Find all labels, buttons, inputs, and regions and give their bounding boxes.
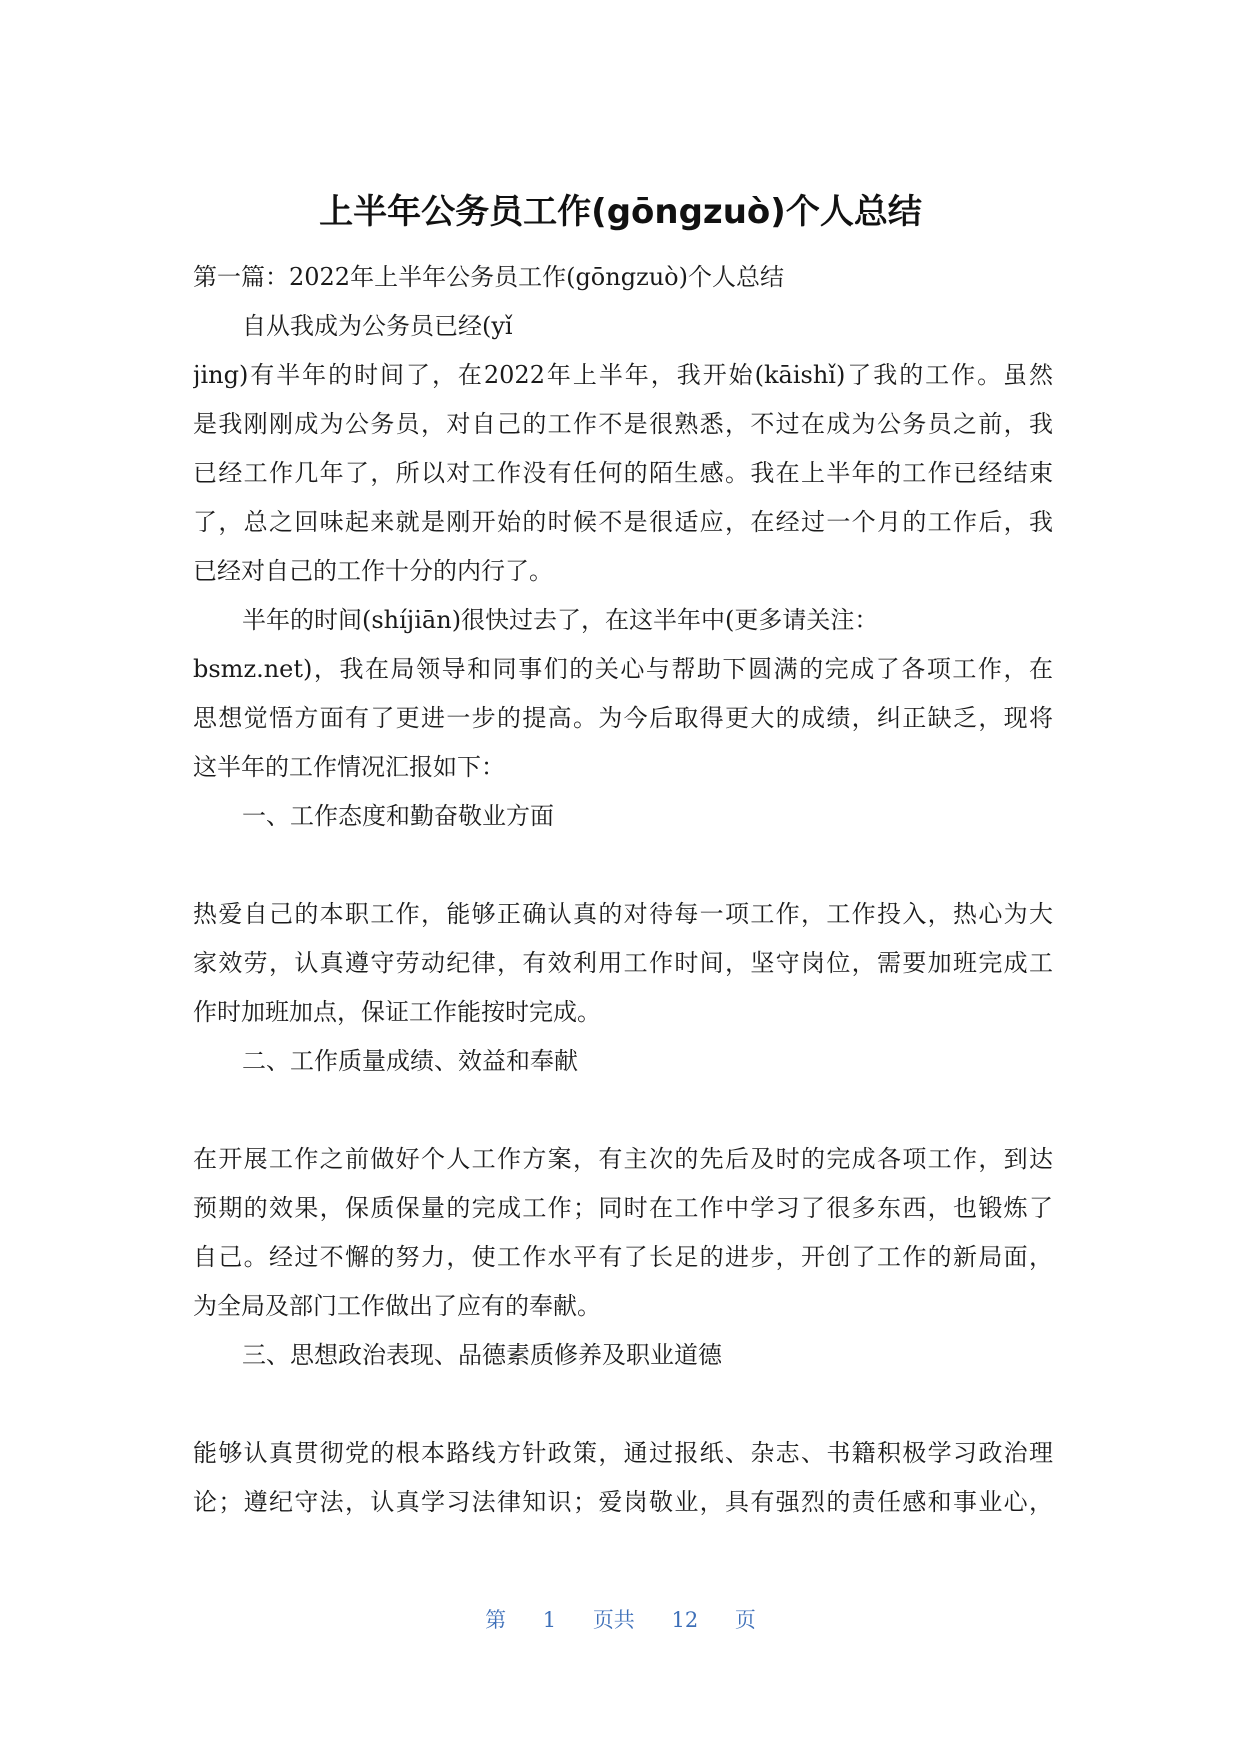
section-heading: 三、思想政治表现、品德素质修养及职业道德 (242, 1341, 722, 1369)
paragraph-line: 作时加班加点，保证工作能按时完成。 (193, 998, 601, 1026)
paragraph-line: 思想觉悟方面有了更进一步的提高。为今后取得更大的成绩，纠正缺乏，现将 (193, 704, 1053, 732)
footer-middle: 页共 (592, 1608, 635, 1632)
paragraph-line: 论；遵纪守法，认真学习法律知识；爱岗敬业，具有强烈的责任感和事业心， (193, 1488, 1053, 1516)
paragraph-line: 已经对自己的工作十分的内行了。 (193, 557, 553, 585)
paragraph-line: 自己。经过不懈的努力，使工作水平有了长足的进步，开创了工作的新局面， (193, 1243, 1053, 1271)
paragraph-line: 能够认真贯彻党的根本路线方针政策，通过报纸、杂志、书籍积极学习政治理 (193, 1439, 1053, 1467)
paragraph-line: 热爱自己的本职工作，能够正确认真的对待每一项工作，工作投入，热心为大 (193, 900, 1053, 928)
paragraph-line: 自从我成为公务员已经(yǐ (242, 312, 513, 340)
paragraph-line: jing)有半年的时间了，在2022年上半年，我开始(kāishǐ)了我的工作。虽然 (193, 361, 1053, 389)
paragraph-line: 这半年的工作情况汇报如下： (193, 753, 505, 781)
paragraph-line: 在开展工作之前做好个人工作方案，有主次的先后及时的完成各项工作，到达 (193, 1145, 1053, 1173)
section-heading: 一、工作态度和勤奋敬业方面 (242, 802, 554, 830)
paragraph-line: 为全局及部门工作做出了应有的奉献。 (193, 1292, 601, 1320)
section-heading: 二、工作质量成绩、效益和奉献 (242, 1047, 578, 1075)
paragraph-line: 预期的效果，保质保量的完成工作；同时在工作中学习了很多东西，也锻炼了 (193, 1194, 1053, 1222)
footer-suffix: 页 (734, 1608, 756, 1632)
paragraph-line: 半年的时间(shíjiān)很快过去了，在这半年中(更多请关注： (242, 606, 879, 634)
page-number: 1 (542, 1608, 557, 1632)
paragraph-line: 是我刚刚成为公务员，对自己的工作不是很熟悉，不过在成为公务员之前，我 (193, 410, 1053, 438)
chapter-heading: 第一篇：2022年上半年公务员工作(gōngzuò)个人总结 (193, 263, 784, 291)
total-pages: 12 (671, 1608, 699, 1632)
paragraph-line: 了，总之回味起来就是刚开始的时候不是很适应，在经过一个月的工作后，我 (193, 508, 1053, 536)
paragraph-line: 家效劳，认真遵守劳动纪律，有效利用工作时间，坚守岗位，需要加班完成工 (193, 949, 1053, 977)
paragraph-line: bsmz.net)，我在局领导和同事们的关心与帮助下圆满的完成了各项工作，在 (193, 655, 1053, 683)
footer-prefix: 第 (485, 1608, 507, 1632)
document-title: 上半年公务员工作(gōngzuò)个人总结 (319, 192, 922, 232)
paragraph-line: 已经工作几年了，所以对工作没有任何的陌生感。我在上半年的工作已经结束 (193, 459, 1053, 487)
page-footer (0, 1605, 1241, 1635)
